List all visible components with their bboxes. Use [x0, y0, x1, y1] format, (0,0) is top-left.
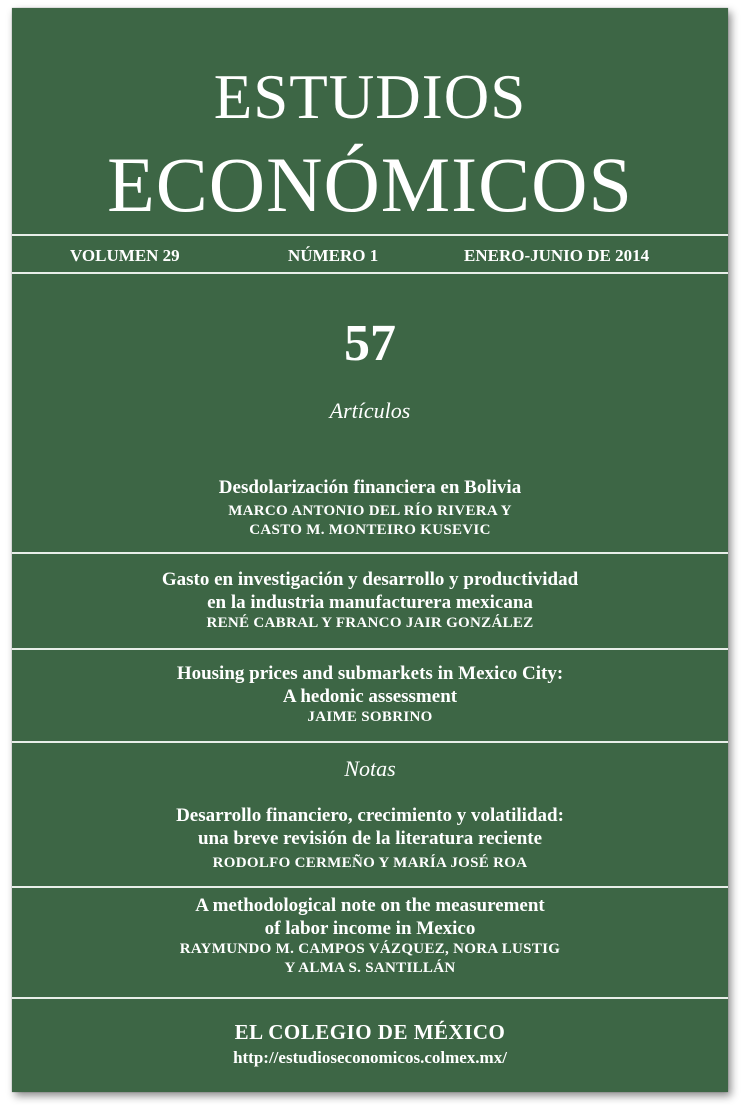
note-title: una breve revisión de la literatura reciente	[197, 828, 543, 849]
note-authors: RODOLFO CERMEÑO Y MARÍA JOSÉ ROA	[212, 855, 528, 871]
article-entry	[12, 568, 728, 633]
note-title: Desarrollo financiero, crecimiento y volatilidad:	[176, 805, 564, 826]
issue-number: 57	[344, 315, 396, 372]
article-title: A hedonic assessment	[282, 686, 458, 707]
divider	[12, 234, 728, 236]
journal-title-line1: ESTUDIOS	[213, 62, 527, 132]
note-authors: RAYMUNDO M. CAMPOS VÁZQUEZ, NORA LUSTIG	[179, 941, 561, 957]
note-entry	[12, 894, 728, 978]
divider	[12, 648, 728, 650]
number-label: NÚMERO 1	[288, 246, 379, 265]
article-title: Gasto en investigación y desarrollo y productividad	[161, 569, 579, 590]
note-title: of labor income in Mexico	[264, 918, 476, 939]
section-articles-heading: Artículos	[329, 398, 411, 423]
journal-cover	[12, 8, 728, 1092]
article-title: Housing prices and submarkets in Mexico City:	[176, 663, 564, 684]
article-entry	[12, 476, 728, 540]
article-authors: MARCO ANTONIO DEL RÍO RIVERA Y	[228, 503, 512, 519]
divider	[12, 552, 728, 554]
issue-info-row	[12, 246, 728, 272]
article-authors: CASTO M. MONTEIRO KUSEVIC	[249, 522, 491, 538]
article-title: en la industria manufacturera mexicana	[207, 592, 533, 613]
divider	[12, 886, 728, 888]
article-authors: JAIME SOBRINO	[307, 709, 433, 725]
note-entry	[12, 804, 728, 873]
publisher-name: EL COLEGIO DE MÉXICO	[234, 1020, 506, 1044]
divider	[12, 997, 728, 999]
divider	[12, 272, 728, 274]
note-title: A methodological note on the measurement	[195, 895, 545, 916]
journal-title-line2: ECONÓMICOS	[107, 141, 633, 228]
divider	[12, 741, 728, 743]
note-authors: Y ALMA S. SANTILLÁN	[284, 960, 456, 976]
article-title: Desdolarización financiera en Bolivia	[218, 477, 522, 498]
date-label: ENERO-JUNIO DE 2014	[464, 246, 650, 265]
article-authors: RENÉ CABRAL Y FRANCO JAIR GONZÁLEZ	[206, 615, 534, 631]
journal-url: http://estudioseconomicos.colmex.mx/	[233, 1048, 507, 1067]
volume-label: VOLUMEN 29	[70, 246, 180, 265]
section-notes-heading: Notas	[344, 756, 396, 781]
article-entry	[12, 662, 728, 727]
